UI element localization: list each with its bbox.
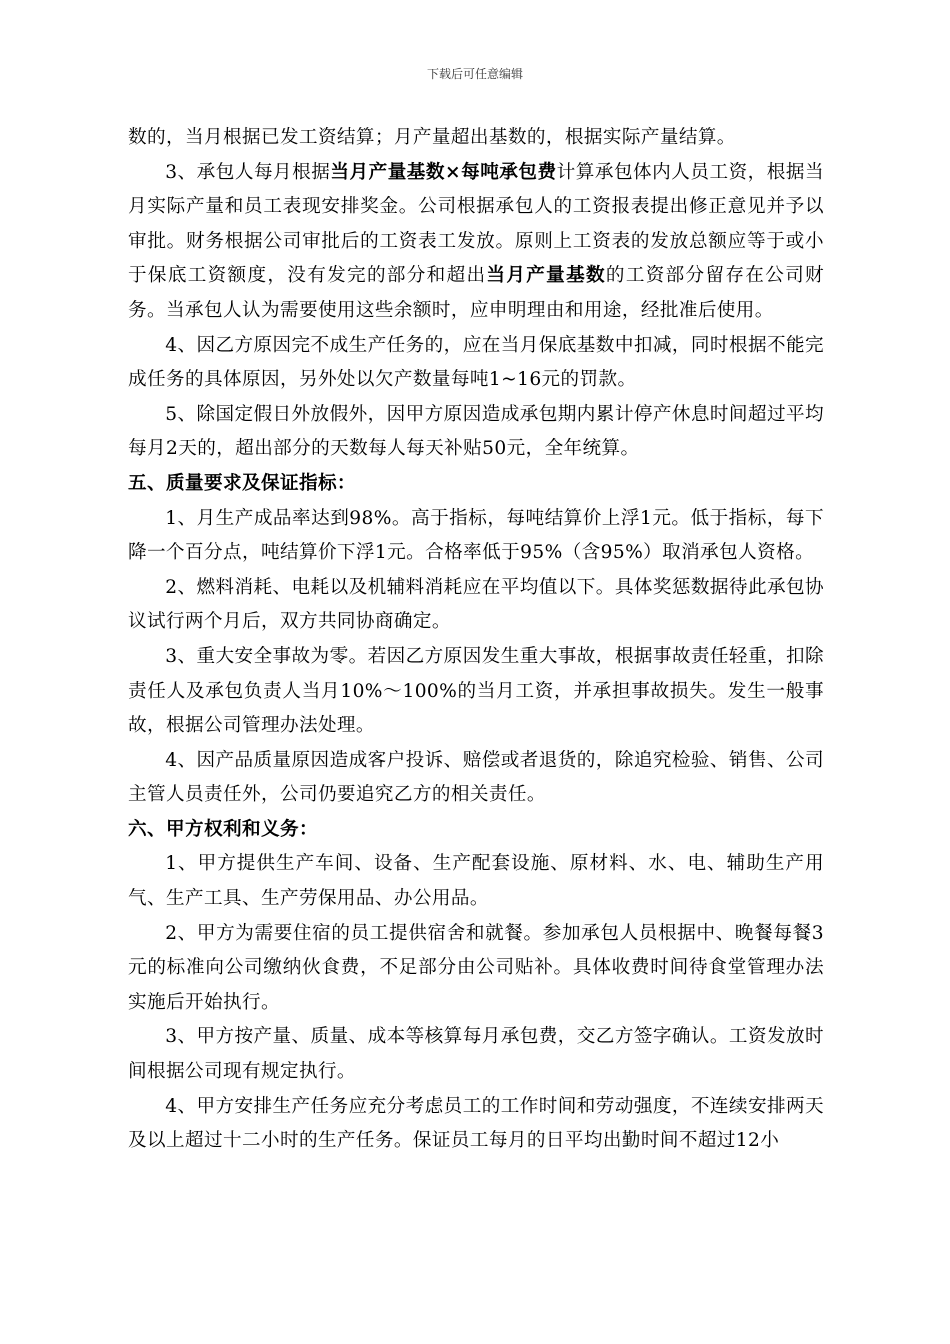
section-heading-party-a: 六、甲方权利和义务： (128, 818, 318, 840)
paragraph-accommodation: 2、甲方为需要住宿的员工提供宿舍和就餐。参加承包人员根据中、晚餐每餐3元的标准向公司缴纳伙食费，不足部分由公司贴补。具体收费时间待食堂管理办法实施后开始执行。 (128, 922, 824, 1013)
paragraph-safety: 3、重大安全事故为零。若因乙方原因发生重大事故，根据事故责任轻重，扣除责任人及承包负责人当月10%～100%的当月工资，并承担事故损失。发生一般事故，根据公司管理办法处理。 (128, 645, 824, 737)
paragraph-facilities: 1、甲方提供生产车间、设备、生产配套设施、原材料、水、电、辅助生产用气、生产工具、生产劳保用品、办公用品。 (128, 853, 824, 910)
paragraph-complaints: 4、因产品质量原因造成客户投诉、赔偿或者退货的，除追究检验、销售、公司主管人员责任外，公司仍要追究乙方的相关责任。 (128, 749, 824, 806)
paragraph-accounting: 3、甲方按产量、质量、成本等核算每月承包费，交乙方签字确认。工资发放时间根据公司现有规定执行。 (128, 1026, 824, 1083)
page-header-note: 下载后可任意编辑 (426, 67, 523, 81)
text-run: 的工资部分留存在公司财务。当承包人认为需要使用这些余额时，应申明理由和用途，经批准后使用。 (128, 265, 825, 321)
emphasis-formula: 当月产量基数×每吨承包费 (330, 161, 557, 183)
paragraph-penalty: 4、因乙方原因完不成生产任务的，应在当月保底基数中扣减，同时根据不能完成任务的具体原因，另外处以欠产数量每吨1~16元的罚款。 (128, 334, 824, 391)
section-heading-quality: 五、质量要求及保证指标： (128, 472, 356, 494)
document-body (128, 121, 824, 1159)
paragraph-working-hours: 4、甲方安排生产任务应充分考虑员工的工作时间和劳动强度，不连续安排两天及以上超过十二小时的生产任务。保证员工每月的日平均出勤时间不超过12小 (128, 1095, 824, 1152)
paragraph-wage-calculation (128, 156, 824, 329)
paragraph-continuation: 数的，当月根据已发工资结算；月产量超出基数的，根据实际产量结算。 (128, 127, 736, 148)
text-run: 计算承包体内人员工资，根据当月实际产量和员工表现安排奖金。公司根据承包人的工资报表提出修正意见并予以审批。财务根据公司审批后的工资表工发放。原则上工资表的发放总额应等于或小于保底工资额度，没有发完的部分和超出 (128, 161, 824, 287)
emphasis-base-quantity: 当月产量基数 (486, 265, 606, 287)
text-run: 3、承包人每月根据 (165, 161, 331, 183)
paragraph-consumption: 2、燃料消耗、电耗以及机辅料消耗应在平均值以下。具体奖惩数据待此承包协议试行两个月后，双方共同协商确定。 (128, 576, 824, 633)
paragraph-yield-rate: 1、月生产成品率达到98%。高于指标，每吨结算价上浮1元。低于指标，每下降一个百分点，吨结算价下浮1元。合格率低于95%（含95%）取消承包人资格。 (128, 507, 824, 564)
paragraph-holiday-subsidy: 5、除国定假日外放假外，因甲方原因造成承包期内累计停产休息时间超过平均每月2天的，超出部分的天数每人每天补贴50元，全年统算。 (128, 403, 824, 460)
